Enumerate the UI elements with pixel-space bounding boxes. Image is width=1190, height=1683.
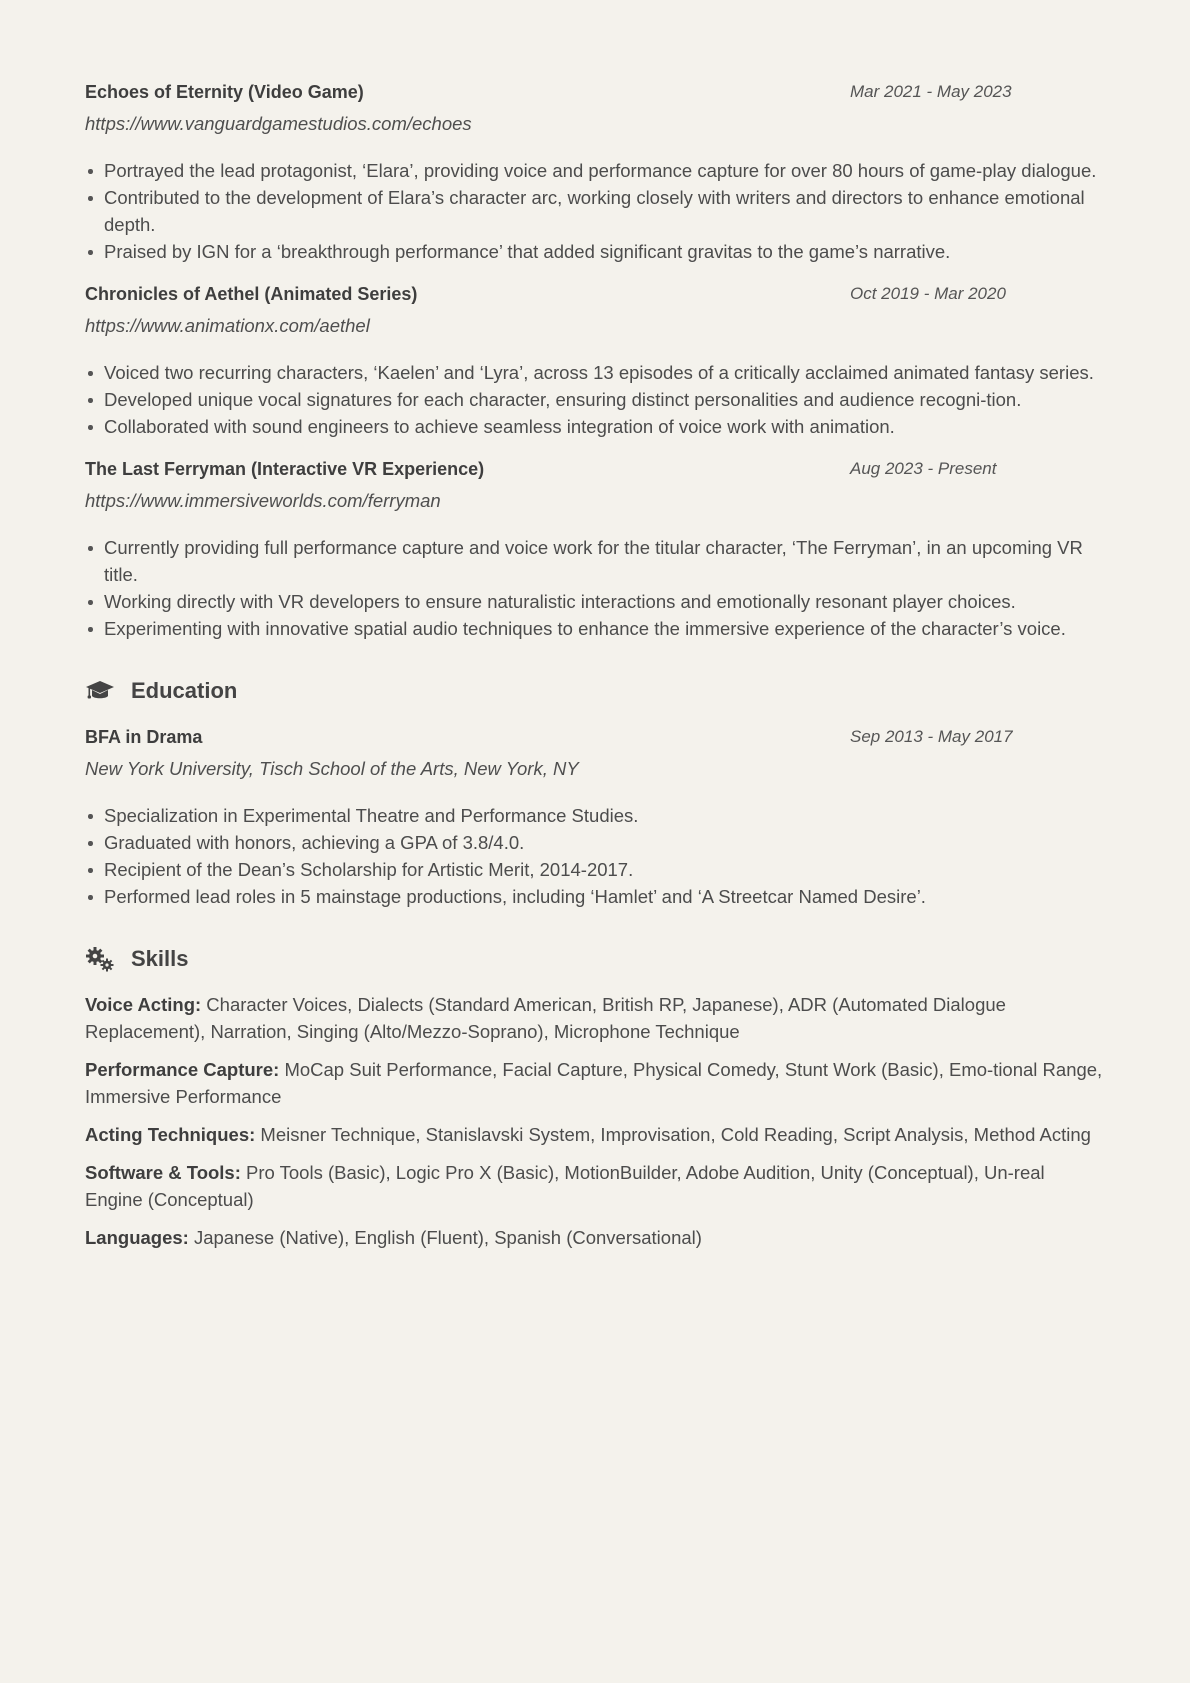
bullet-item: Developed unique vocal signatures for each character, ensuring distinct personalities and audience recogni-tion.: [85, 386, 1105, 413]
experience-entry: [85, 78, 1105, 265]
bullet-item: Experimenting with innovative spatial audio techniques to enhance the immersive experience of the character’s voice.: [85, 615, 1105, 642]
bullet-item: Recipient of the Dean’s Scholarship for Artistic Merit, 2014-2017.: [85, 856, 1105, 883]
education-entry: [85, 723, 1105, 910]
entry-bullets: [85, 802, 1105, 910]
section-title: Skills: [131, 946, 189, 971]
gears-icon: [85, 946, 115, 972]
skill-value: Japanese (Native), English (Fluent), Spanish (Conversational): [193, 1227, 702, 1248]
entry-bullets: [85, 534, 1105, 642]
skill-value: MoCap Suit Performance, Facial Capture, Physical Comedy, Stunt Work (Basic), Emo-tional Range, Immersive Performance: [85, 1059, 1103, 1107]
skill-row: [85, 1121, 1105, 1148]
bullet-item: Specialization in Experimental Theatre and Performance Studies.: [85, 802, 1105, 829]
bullet-item: Currently providing full performance capture and voice work for the titular character, ‘The Ferryman’, in an upcoming VR title.: [85, 534, 1105, 588]
entry-bullets: [85, 157, 1105, 265]
skill-label: Languages:: [85, 1227, 189, 1248]
skill-label: Performance Capture:: [85, 1059, 280, 1080]
section-title: Education: [131, 678, 238, 703]
bullet-item: Portrayed the lead protagonist, ‘Elara’, providing voice and performance capture for over 80 hours of game-play dialogue.: [85, 157, 1105, 184]
entry-date: Mar 2021 - May 2023: [850, 82, 1012, 101]
skill-label: Acting Techniques:: [85, 1124, 256, 1145]
experience-entry: [85, 280, 1105, 440]
bullet-item: Contributed to the development of Elara’s character arc, working closely with writers and directors to enhance emotional depth.: [85, 184, 1105, 238]
skill-row: [85, 991, 1105, 1045]
skill-value: Pro Tools (Basic), Logic Pro X (Basic), MotionBuilder, Adobe Audition, Unity (Conceptual), Un-real Engine (Conceptual): [85, 1162, 1045, 1210]
degree-title: BFA in Drama: [85, 727, 203, 747]
entry-header: [85, 280, 1105, 308]
entry-url: https://www.vanguardgamestudios.com/echoes: [85, 113, 472, 134]
entry-header: [85, 455, 1105, 483]
entry-url: https://www.immersiveworlds.com/ferryman: [85, 490, 441, 511]
skill-value: Character Voices, Dialects (Standard American, British RP, Japanese), ADR (Automated Dialogue Replacement), Narration, Singing (Alto/Mezzo-Soprano), Microphone Technique: [85, 994, 1006, 1042]
entry-url: https://www.animationx.com/aethel: [85, 315, 370, 336]
skill-label: Voice Acting:: [85, 994, 202, 1015]
entry-title: The Last Ferryman (Interactive VR Experience): [85, 459, 485, 479]
entry-date: Sep 2013 - May 2017: [850, 727, 1013, 746]
entry-title: Echoes of Eternity (Video Game): [85, 82, 364, 102]
bullet-item: Performed lead roles in 5 mainstage productions, including ‘Hamlet’ and ‘A Streetcar Named Desire’.: [85, 883, 1105, 910]
skills-heading: [85, 944, 1105, 974]
entry-bullets: [85, 359, 1105, 440]
skill-row: [85, 1056, 1105, 1110]
entry-date: Oct 2019 - Mar 2020: [850, 284, 1006, 303]
bullet-item: Collaborated with sound engineers to achieve seamless integration of voice work with animation.: [85, 413, 1105, 440]
entry-header: [85, 78, 1105, 106]
skill-label: Software & Tools:: [85, 1162, 241, 1183]
bullet-item: Praised by IGN for a ‘breakthrough performance’ that added significant gravitas to the game’s narrative.: [85, 238, 1105, 265]
entry-date: Aug 2023 - Present: [850, 459, 997, 478]
bullet-item: Graduated with honors, achieving a GPA of 3.8/4.0.: [85, 829, 1105, 856]
graduation-cap-icon: [85, 678, 115, 704]
bullet-item: Working directly with VR developers to ensure naturalistic interactions and emotionally resonant player choices.: [85, 588, 1105, 615]
school-name: New York University, Tisch School of the Arts, New York, NY: [85, 758, 579, 779]
bullet-item: Voiced two recurring characters, ‘Kaelen’ and ‘Lyra’, across 13 episodes of a critically acclaimed animated fantasy series.: [85, 359, 1105, 386]
skill-row: [85, 1224, 1105, 1251]
skill-row: [85, 1159, 1105, 1213]
skills-list: [85, 991, 1105, 1251]
education-heading: [85, 676, 1105, 706]
entry-title: Chronicles of Aethel (Animated Series): [85, 284, 418, 304]
skill-value: Meisner Technique, Stanislavski System, Improvisation, Cold Reading, Script Analysis, Method Acting: [260, 1124, 1091, 1145]
entry-header: [85, 723, 1105, 751]
experience-entry: [85, 455, 1105, 642]
